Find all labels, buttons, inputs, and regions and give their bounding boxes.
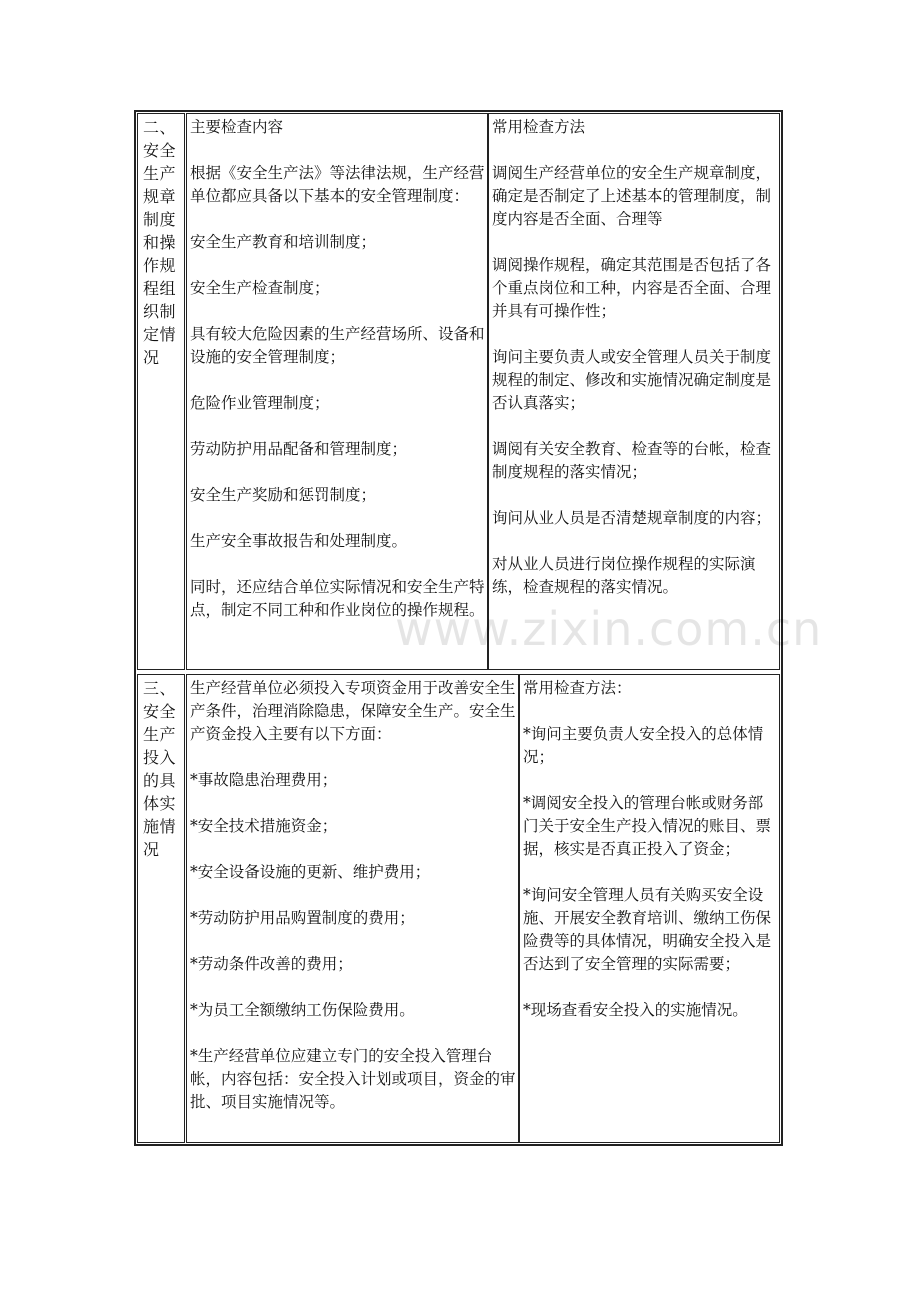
- row2-content-title: 主要检查内容: [190, 118, 284, 136]
- row3-method-cell: [519, 674, 780, 1143]
- row2-method-item: 询问从业人员是否清楚规章制度的内容；: [492, 509, 772, 527]
- row2-content-item: 劳动防护用品配备和管理制度；: [190, 440, 408, 458]
- row2-method-item: 调阅有关安全教育、检查等的台帐，检查制度规程的落实情况；: [492, 440, 772, 481]
- row3-content-item: *事故隐患治理费用；: [190, 771, 338, 789]
- row2-method-cell: [488, 113, 780, 670]
- row3-section-cell: [137, 674, 185, 1143]
- row2-method-item: 询问主要负责人或安全管理人员关于制度规程的制定、修改和实施情况确定制度是否认真落实；: [492, 348, 772, 412]
- row3-method-item: 常用检查方法：: [523, 679, 632, 697]
- row2-content-item: 安全生产教育和培训制度；: [190, 233, 377, 251]
- row3-content-item: *劳动防护用品购置制度的费用；: [190, 909, 415, 927]
- row2-content-item: 同时，还应结合单位实际情况和安全生产特点，制定不同工种和作业岗位的操作规程。: [190, 578, 485, 619]
- watermark: www.zixin.com.cn: [395, 602, 823, 656]
- row3-content-item: *生产经营单位应建立专门的安全投入管理台帐，内容包括：安全投入计划或项目，资金的审批、项目实施情况等。: [190, 1047, 516, 1111]
- row2-content-item: 危险作业管理制度；: [190, 394, 330, 412]
- row3-content-item: *劳动条件改善的费用；: [190, 955, 353, 973]
- row3-method-item: *现场查看安全投入的实施情况。: [523, 1001, 748, 1019]
- row2-content-cell: [186, 113, 488, 670]
- row3-content-item: *安全设备设施的更新、维护费用；: [190, 863, 431, 881]
- row3-method-item: *询问主要负责人安全投入的总体情况；: [523, 725, 764, 766]
- row3-content-item: *安全技术措施资金；: [190, 817, 338, 835]
- row3-content-item: 生产经营单位必须投入专项资金用于改善安全生产条件，治理消除隐患，保障安全生产。安全生产资金投入主要有以下方面：: [190, 679, 516, 743]
- row2-method-item: 调阅操作规程，确定其范围是否包括了各个重点岗位和工种，内容是否全面、合理并具有可操作性；: [492, 256, 772, 320]
- row2-content-item: 根据《安全生产法》等法律法规，生产经营单位都应具备以下基本的安全管理制度：: [190, 164, 485, 205]
- row2-section-cell: [137, 113, 185, 670]
- row2-method-item: 对从业人员进行岗位操作规程的实际演练，检查规程的落实情况。: [492, 555, 756, 596]
- row2-content-item: 安全生产检查制度；: [190, 279, 330, 297]
- row3-section-label: 三、安全生产投入的具体实施情况: [143, 679, 177, 859]
- row3-method-item: *调阅安全投入的管理台帐或财务部门关于安全生产投入情况的账目、票据，核实是否真正投入了资金；: [523, 794, 772, 858]
- row3-content-cell: [186, 674, 519, 1143]
- row3-content-item: *为员工全额缴纳工伤保险费用。: [190, 1001, 415, 1019]
- row3-method-item: *询问安全管理人员有关购买安全设施、开展安全教育培训、缴纳工伤保险费等的具体情况，明确安全投入是否达到了安全管理的实际需要；: [523, 886, 772, 973]
- row2-content-item: 生产安全事故报告和处理制度。: [190, 532, 408, 550]
- row2-section-label: 二、安全生产规章制度和操作规程组织制定情况: [143, 118, 177, 367]
- row2-content-item: 安全生产奖励和惩罚制度；: [190, 486, 377, 504]
- row2-content-item: 具有较大危险因素的生产经营场所、设备和设施的安全管理制度；: [190, 325, 485, 366]
- row2-method-title: 常用检查方法: [492, 118, 586, 136]
- row2-method-item: 调阅生产经营单位的安全生产规章制度，确定是否制定了上述基本的管理制度，制度内容是否全面、合理等: [492, 164, 772, 228]
